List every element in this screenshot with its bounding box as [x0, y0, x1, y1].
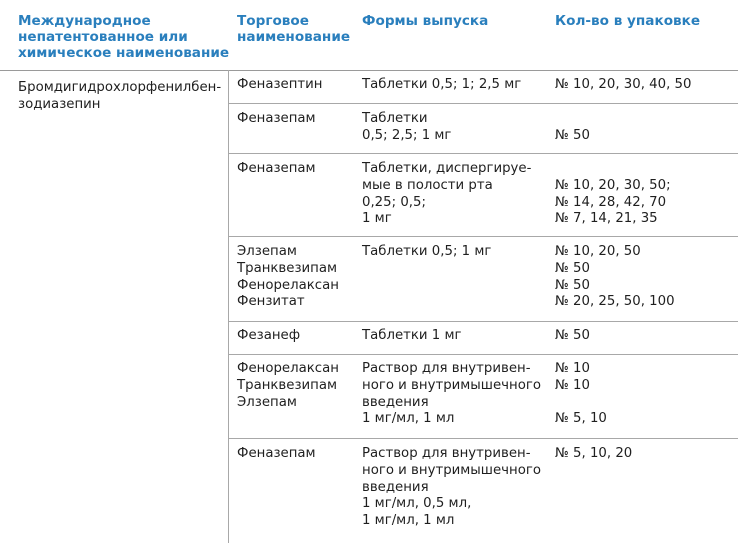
- trade-name-cell: Феназептин: [237, 77, 323, 92]
- substance-name: Бромдигидрохлорфенилбен- зодиазепин: [18, 80, 222, 112]
- forms-cell: Раствор для внутривен- ного и внутримышечного введения 1 мг/мл, 1 мл: [362, 361, 541, 427]
- trade-name-cell: Фезанеф: [237, 328, 301, 343]
- header-inn: Международное непатентованное или химическое наименование: [18, 13, 230, 61]
- trade-name-cell: Феназепам: [237, 161, 316, 176]
- quantity-cell: № 50: [555, 328, 590, 343]
- forms-cell: Таблетки 0,5; 2,5; 1 мг: [362, 111, 452, 143]
- quantity-cell: № 5, 10, 20: [555, 446, 633, 461]
- trade-name-cell: Феназепам: [237, 111, 316, 126]
- quantity-cell: № 50: [555, 127, 590, 143]
- header-trade-name: Торговое наименование: [237, 13, 351, 45]
- trade-name-cell: Фенорелаксан Транквезипам Элзепам: [237, 361, 339, 410]
- quantity-cell: № 10 № 10 № 5, 10: [555, 361, 607, 427]
- forms-cell: Таблетки 0,5; 1 мг: [362, 244, 492, 259]
- forms-cell: Таблетки 0,5; 1; 2,5 мг: [362, 77, 522, 92]
- header-forms: Формы выпуска: [362, 13, 489, 29]
- quantity-cell: № 10, 20, 50 № 50 № 50 № 20, 25, 50, 100: [555, 244, 675, 310]
- table-row: [228, 321, 738, 355]
- header-quantity: Кол-во в упаковке: [555, 13, 701, 29]
- trade-name-cell: Феназепам: [237, 446, 316, 461]
- forms-cell: Раствор для внутривен- ного и внутримышечного введения 1 мг/мл, 0,5 мл, 1 мг/мл, 1 мл: [362, 446, 541, 529]
- quantity-cell: № 10, 20, 30, 40, 50: [555, 77, 692, 92]
- forms-cell: Таблетки, диспергируе- мые в полости рта 0,25; 0,5; 1 мг: [362, 161, 532, 227]
- quantity-cell: № 10, 20, 30, 50; № 14, 28, 42, 70 № 7, 14, 21, 35: [555, 177, 671, 227]
- trade-name-cell: Элзепам Транквезипам Фенорелаксан Фензитат: [237, 244, 339, 310]
- forms-cell: Таблетки 1 мг: [362, 328, 462, 343]
- table-header: [0, 0, 738, 71]
